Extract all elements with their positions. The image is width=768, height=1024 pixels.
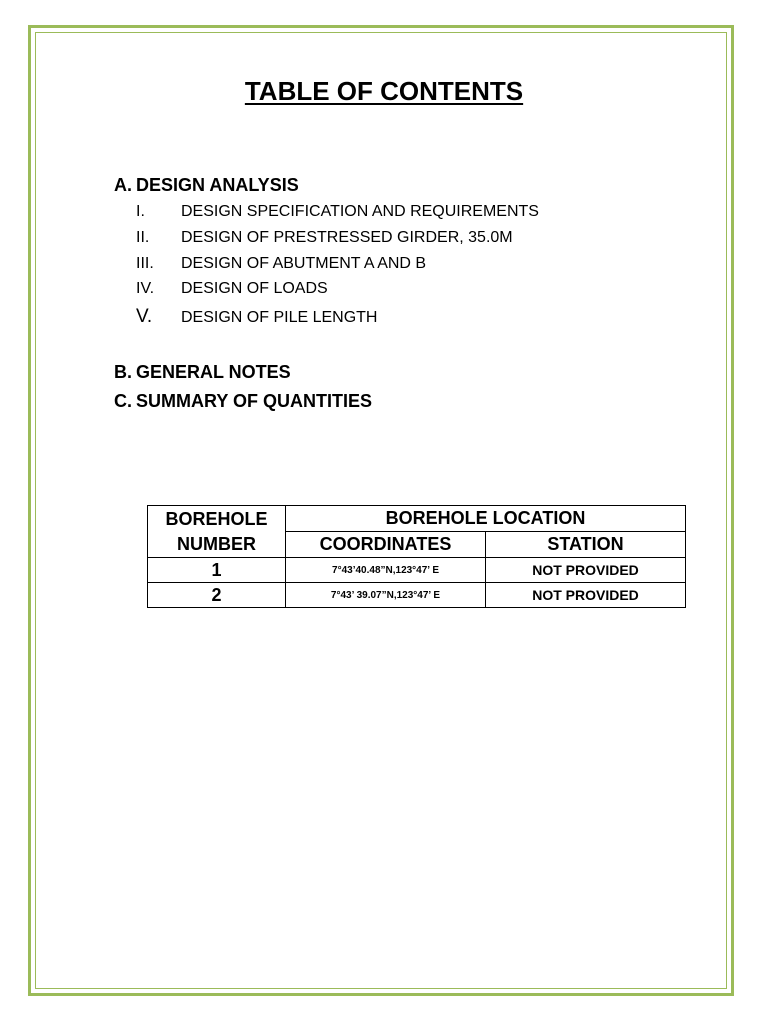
toc-section-label: DESIGN ANALYSIS [136,175,299,195]
borehole-number-cell: 2 [148,583,286,608]
toc-item-number: III. [136,255,154,272]
toc-section-label: SUMMARY OF QUANTITIES [136,391,373,411]
toc-section-b [114,362,291,383]
coordinates-cell: 7°43’ 39.07”N,123°47’ E [286,583,486,608]
borehole-table [147,505,686,608]
toc-section-letter: A. [114,175,132,195]
toc-section-c [114,391,372,412]
toc-item-label: DESIGN OF PILE LENGTH [181,309,378,326]
toc-item-label: DESIGN SPECIFICATION AND REQUIREMENTS [181,203,539,220]
table-header-row [148,506,686,532]
toc-item-4 [136,280,328,298]
table-row [148,558,686,583]
station-cell: NOT PROVIDED [486,558,686,583]
header-borehole-location: BOREHOLE LOCATION [286,506,686,532]
header-borehole-number: BOREHOLE NUMBER [148,506,286,558]
toc-item-1 [136,203,539,221]
toc-item-number: I. [136,203,145,220]
page-title: TABLE OF CONTENTS [244,76,524,106]
header-station: STATION [486,532,686,558]
toc-section-a [114,175,299,196]
table-row [148,583,686,608]
station-cell: NOT PROVIDED [486,583,686,608]
toc-item-label: DESIGN OF ABUTMENT A AND B [181,255,427,272]
toc-section-label: GENERAL NOTES [136,362,291,382]
toc-item-number: V. [136,306,153,327]
header-coordinates: COORDINATES [286,532,486,558]
toc-item-number: II. [136,229,150,246]
toc-item-label: DESIGN OF LOADS [181,280,328,297]
toc-section-letter: B. [114,362,132,382]
toc-item-5 [136,306,377,328]
borehole-number-cell: 1 [148,558,286,583]
toc-section-letter: C. [114,391,132,411]
coordinates-cell: 7°43’40.48”N,123°47’ E [286,558,486,583]
toc-item-label: DESIGN OF PRESTRESSED GIRDER, 35.0M [181,229,513,246]
toc-item-2 [136,229,513,247]
toc-item-number: IV. [136,280,155,297]
toc-item-3 [136,255,426,273]
